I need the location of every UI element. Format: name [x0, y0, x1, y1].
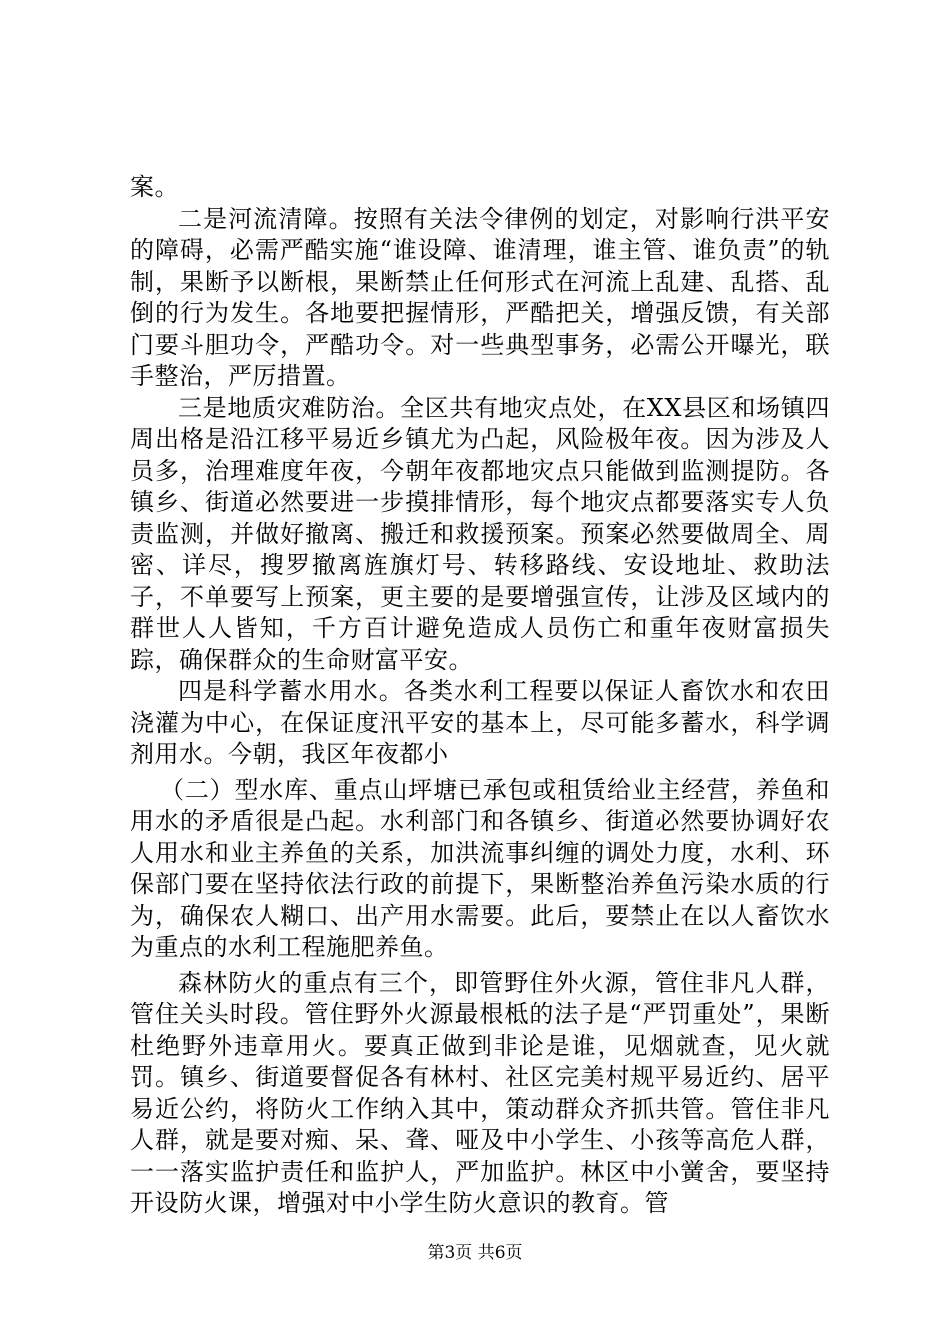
- paragraph-2: 二是河流清障。按照有关法令律例的划定，对影响行洪平安的障碍，必需严酷实施“谁设障、谁清理，谁主管、谁负责”的轨制，果断予以断根，果断禁止任何形式在河流上乱建、乱搭、乱倒的行为发生。各地要把握情形，严酷把关，增强反馈，有关部门要斗胆功令，严酷功令。对一些典型事务，必需公开曝光，联手整治，严厉措置。: [130, 204, 830, 390]
- page-number-footer: 第3页 共6页: [427, 1243, 523, 1263]
- paragraph-6: 森林防火的重点有三个，即管野住外火源，管住非凡人群，管住关头时段。管住野外火源最根柢的法子是“严罚重处”，果断杜绝野外违章用火。要真正做到非论是谁，见烟就查，见火就罚。镇乡、街道要督促各有林村、社区完美村规平易近约、居平易近公约，将防火工作纳入其中，策动群众齐抓共管。管住非凡人群，就是要对痴、呆、聋、哑及中小学生、小孩等高危人群，一一落实监护责任和监护人，严加监护。林区中小黉舍，要坚持开设防火课，增强对中小学生防火意识的教育。管: [130, 968, 830, 1217]
- paragraph-3: 三是地质灾难防治。全区共有地灾点处，在XX县区和场镇四周出格是沿江移平易近乡镇尤为凸起，风险极年夜。因为涉及人员多，治理难度年夜，今朝年夜都地灾点只能做到监测提防。各镇乡、街道必然要进一步摸排情形，每个地灾点都要落实专人负责监测，并做好撤离、搬迁和救援预案。预案必然要做周全、周密、详尽，搜罗撤离旌旗灯号、转移路线、安设地址、救助法子，不单要写上预案，更主要的是要增强宣传，让涉及区域内的群世人人皆知，千方百计避免造成人员伤亡和重年夜财富损失踪，确保群众的生命财富平安。: [130, 393, 830, 674]
- paragraph-4: 四是科学蓄水用水。各类水利工程要以保证人畜饮水和农田浇灌为中心，在保证度汛平安的基本上，尽可能多蓄水，科学调剂用水。今朝，我区年夜都小: [130, 677, 830, 768]
- paragraph-1: 案。: [130, 173, 179, 201]
- paragraph-5: （二）型水库、重点山坪塘已承包或租赁给业主经营，养鱼和用水的矛盾很是凸起。水利部门和各镇乡、街道必然要协调好农人用水和业主养鱼的关系，加洪流事纠缠的调处力度，水利、环保部门要在坚持依法行政的前提下，果断整治养鱼污染水质的行为，确保农人糊口、出产用水需要。此后，要禁止在以人畜饮水为重点的水利工程施肥养鱼。: [130, 775, 830, 961]
- document-body: [130, 172, 830, 1220]
